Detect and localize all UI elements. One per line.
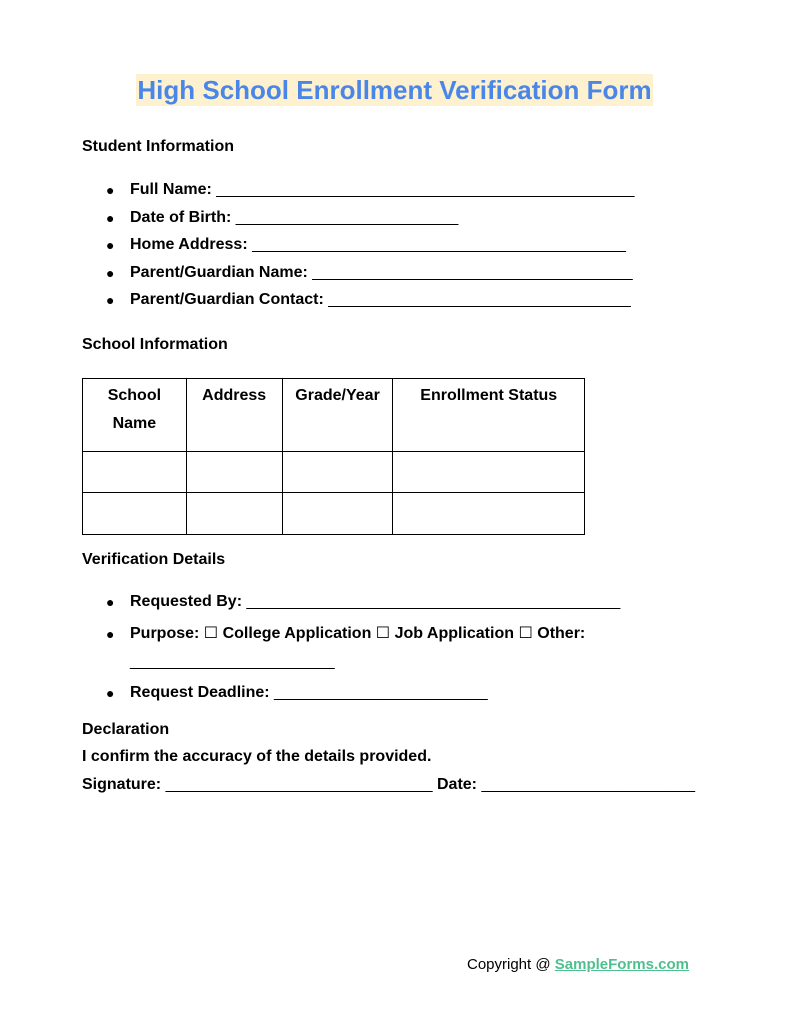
college-option-label: College Application: [222, 624, 372, 642]
table-cell[interactable]: [83, 452, 187, 493]
field-label: Full Name:: [130, 181, 212, 198]
other-input[interactable]: _______________________: [130, 652, 335, 670]
other-option-label: Other:: [537, 624, 586, 642]
signature-line: [82, 775, 695, 795]
col-address: Address: [186, 379, 282, 452]
copyright-text: Copyright @: [467, 956, 555, 973]
home-address-input[interactable]: __________________________________________: [252, 236, 626, 253]
table-row: [83, 452, 585, 493]
college-checkbox[interactable]: ☐: [203, 624, 219, 642]
field-label: Date of Birth:: [130, 208, 232, 226]
table-cell[interactable]: [282, 452, 393, 493]
table-cell[interactable]: [282, 493, 393, 535]
field-guardian-contact: [82, 290, 642, 310]
field-label: Purpose:: [130, 624, 200, 642]
field-requested-by: [82, 592, 682, 612]
school-info-heading: School Information: [82, 336, 228, 353]
form-title: High School Enrollment Verification Form: [137, 75, 652, 105]
date-of-birth-input[interactable]: _________________________: [235, 208, 459, 226]
field-full-name: [82, 180, 642, 200]
sampleforms-link[interactable]: SampleForms.com: [554, 956, 689, 973]
student-fields-list: [82, 180, 642, 318]
field-label: Requested By:: [130, 593, 243, 610]
footer-copyright: [467, 956, 689, 973]
field-guardian-name: [82, 263, 642, 283]
col-school-name: School Name: [83, 379, 187, 452]
verification-fields-list: [82, 592, 682, 710]
field-request-deadline: [82, 683, 682, 703]
bullet: ●: [106, 237, 115, 253]
job-option-label: Job Application: [394, 624, 514, 642]
requested-by-input[interactable]: __________________________________________: [246, 593, 621, 610]
col-enrollment-status: Enrollment Status: [393, 379, 585, 452]
table-cell[interactable]: [393, 493, 585, 535]
declaration-heading: Declaration: [82, 721, 170, 738]
guardian-name-input[interactable]: ____________________________________: [312, 263, 633, 281]
bullet: ●: [106, 264, 115, 281]
job-checkbox[interactable]: ☐: [375, 624, 391, 642]
full-name-input[interactable]: _______________________________________________: [216, 181, 635, 198]
verification-heading: Verification Details: [82, 551, 226, 568]
declaration-statement: I confirm the accuracy of the details provided.: [82, 748, 432, 765]
guardian-contact-input[interactable]: __________________________________: [328, 291, 631, 308]
request-deadline-input[interactable]: ________________________: [274, 683, 488, 701]
table-cell[interactable]: [186, 493, 282, 535]
signature-label: Signature:: [82, 776, 162, 793]
table-cell[interactable]: [393, 452, 585, 493]
other-checkbox[interactable]: ☐: [518, 624, 533, 642]
field-label: Home Address:: [130, 236, 248, 253]
field-label: Parent/Guardian Contact:: [130, 291, 324, 308]
bullet: ●: [106, 182, 115, 198]
field-purpose: [82, 620, 682, 676]
field-date-of-birth: [82, 208, 642, 228]
col-grade-year: Grade/Year: [282, 379, 393, 452]
field-label: Request Deadline:: [130, 683, 270, 701]
school-info-table: [82, 378, 585, 535]
field-label: Parent/Guardian Name:: [130, 263, 308, 281]
bullet: ●: [106, 209, 115, 226]
bullet: ●: [106, 684, 115, 701]
table-header-row: [83, 379, 585, 452]
bullet: ●: [106, 292, 115, 308]
date-label: Date:: [436, 776, 477, 793]
table-cell[interactable]: [186, 452, 282, 493]
bullet: ●: [106, 625, 115, 642]
bullet: ●: [106, 594, 115, 610]
student-info-heading: Student Information: [82, 138, 234, 155]
title-wrap: [0, 74, 789, 106]
field-home-address: [82, 235, 642, 255]
table-row: [83, 493, 585, 535]
table-cell[interactable]: [83, 493, 187, 535]
signature-input[interactable]: ______________________________: [165, 776, 433, 793]
date-input[interactable]: ________________________: [481, 776, 696, 793]
